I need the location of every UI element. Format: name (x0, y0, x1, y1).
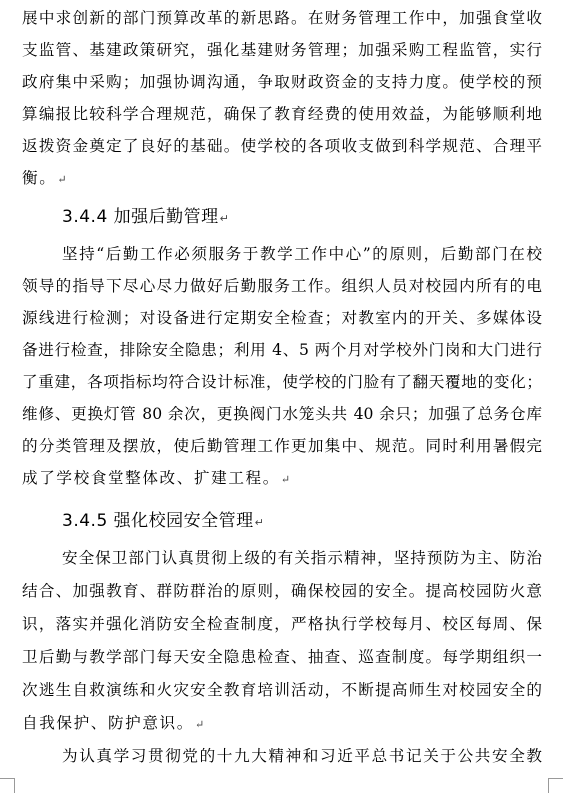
paragraph-mark: ↵ (280, 473, 292, 486)
text-line-last: 成了学校食堂整体改、扩建工程。↵ (22, 469, 292, 487)
text-line: 展中求创新的部门预算改革的新思路。在财务管理工作中，加强食堂收 (22, 9, 542, 27)
section-heading-3-4-4: 3.4.4 加强后勤管理↵ (62, 207, 230, 227)
text-line: 算编报比较科学合理规范，确保了教育经费的使用效益，为能够顺利地 (22, 105, 542, 123)
text-line: 识，落实并强化消防安全检查制度，严格执行学校每月、校区每周、保 (22, 615, 542, 633)
paragraph-mark: ↵ (194, 718, 206, 731)
paragraph-mark: ↵ (219, 212, 230, 225)
paragraph-mark: ↵ (254, 516, 265, 529)
text-line: 为认真学习贯彻党的十九大精神和习近平总书记关于公共安全教 (62, 747, 542, 765)
text-line: 领导的指导下尽心尽力做好后勤服务工作。组织人员对校园内所有的电 (22, 277, 542, 295)
text-line-last: 衡。↵ (22, 169, 69, 187)
text-line: 返拨资金奠定了良好的基础。使学校的各项收支做到科学规范、合理平 (22, 137, 542, 155)
text-line: 备进行检查，排除安全隐患；利用 4、5 两个月对学校外门岗和大门进行 (22, 341, 542, 359)
page-corner-mark-right (548, 778, 563, 793)
page-corner-mark-left (0, 778, 15, 793)
paragraph-mark: ↵ (57, 173, 69, 186)
section-heading-3-4-5: 3.4.5 强化校园安全管理↵ (62, 511, 265, 531)
text-line: 安全保卫部门认真贯彻上级的有关指示精神，坚持预防为主、防治 (62, 549, 542, 567)
text-line: 维修、更换灯管 80 余次，更换阀门水笼头共 40 余只；加强了总务仓库 (22, 405, 542, 423)
text-line: 的分类管理及摆放，使后勤管理工作更加集中、规范。同时利用暑假完 (22, 437, 542, 455)
text-line: 坚持“后勤工作必须服务于教学工作中心”的原则，后勤部门在校 (62, 245, 542, 263)
text-line: 政府集中采购；加强协调沟通，争取财政资金的支持力度。使学校的预 (22, 73, 542, 91)
text-line-last: 自我保护、防护意识。↵ (22, 714, 206, 732)
text-line: 了重建，各项指标均符合设计标准，使学校的门脸有了翻天覆地的变化； (22, 373, 542, 391)
text-line: 结合、加强教育、群防群治的原则，确保校园的安全。提高校园防火意 (22, 582, 542, 600)
text-line: 支监管、基建政策研究，强化基建财务管理；加强采购工程监管，实行 (22, 41, 542, 59)
text-line: 源线进行检测；对设备进行定期安全检查；对教室内的开关、多媒体设 (22, 309, 542, 327)
text-line: 卫后勤与教学部门每天安全隐患检查、抽查、巡查制度。每学期组织一 (22, 648, 542, 666)
text-line: 次逃生自救演练和火灾安全教育培训活动，不断提高师生对校园安全的 (22, 681, 542, 699)
